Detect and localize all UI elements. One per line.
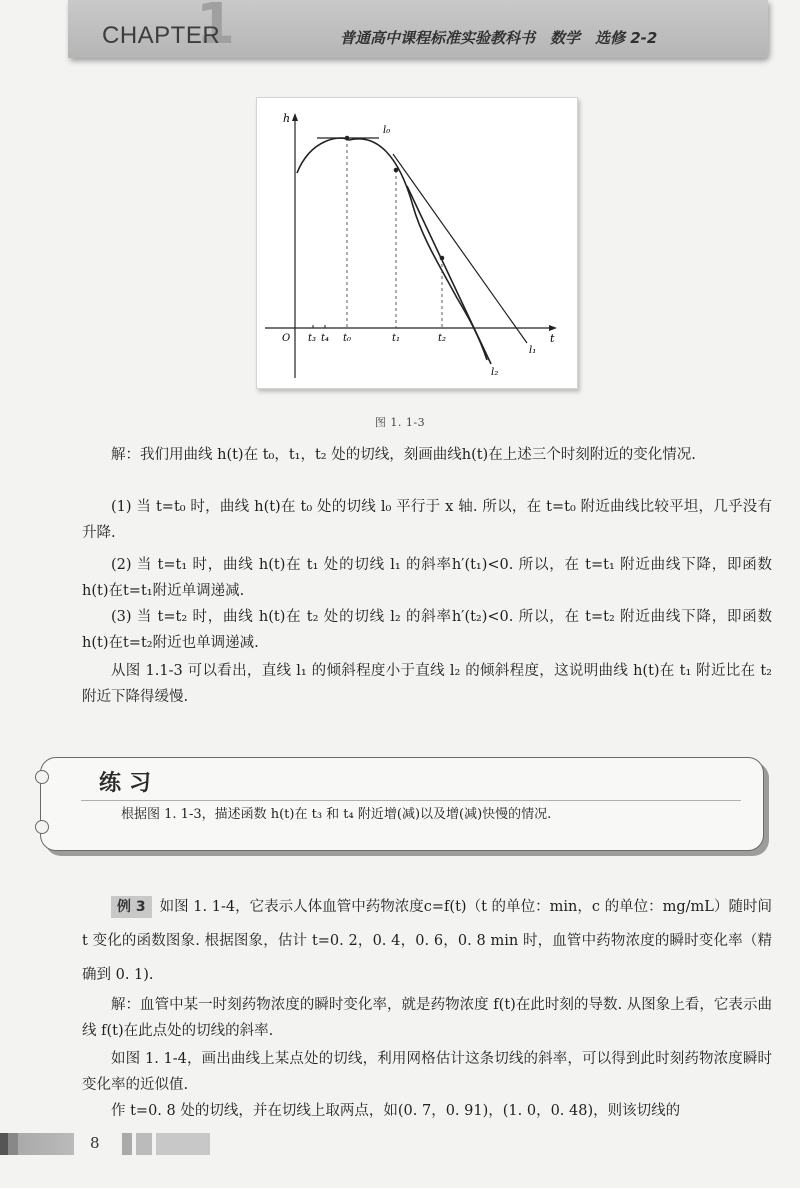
footer-decoration-left	[0, 1133, 74, 1155]
solution-case-1: (1) 当 t=t₀ 时，曲线 h(t)在 t₀ 处的切线 l₀ 平行于 x 轴. 所以，在 t=t₀ 附近曲线比较平坦，几乎没有升降.	[82, 499, 772, 541]
point-t1	[394, 168, 399, 173]
tangent-diagram	[257, 98, 577, 388]
page-number: 8	[90, 1134, 100, 1152]
exercise-box	[40, 757, 764, 851]
solution-intro: 解：我们用曲线 h(t)在 t₀，t₁，t₂ 处的切线，刻画曲线h(t)在上述三个时刻附近的变化情况.	[111, 447, 696, 463]
chapter-word: CHAPTER	[102, 22, 221, 49]
label-h: h	[283, 112, 291, 125]
exercise-title: 练习	[99, 771, 160, 796]
point-t2	[440, 256, 445, 261]
exercise-text: 根据图 1. 1-3，描述函数 h(t)在 t₃ 和 t₄ 附近增(减)以及增(减)快慢的情况.	[121, 807, 552, 822]
solution-conclusion: 从图 1.1-3 可以看出，直线 l₁ 的倾斜程度小于直线 l₂ 的倾斜程度，这说明曲线 h(t)在 t₁ 附近比在 t₂ 附近下降得缓慢.	[82, 663, 772, 705]
label-t0: t₀	[343, 333, 352, 344]
page-header	[68, 0, 768, 58]
tangent-l1	[393, 154, 527, 343]
example-3-statement	[82, 890, 772, 992]
example-3-solution-3: 作 t=0. 8 处的切线，并在切线上取两点，如(0. 7，0. 91)，(1. 0，0. 48)，则该切线的	[111, 1103, 681, 1119]
label-o: O	[282, 333, 291, 344]
example-3-solution-2: 如图 1. 1-4，画出曲线上某点处的切线，利用网格估计这条切线的斜率，可以得到此时刻药物浓度瞬时变化率的近似值.	[82, 1051, 772, 1093]
label-t1: t₁	[392, 333, 401, 344]
label-t2: t₂	[438, 333, 447, 344]
example-3-solution-1: 解：血管中某一时刻药物浓度的瞬时变化率，就是药物浓度 f(t)在此时刻的导数. 从图象上看，它表示曲线 f(t)在此点处的切线的斜率.	[82, 997, 772, 1039]
example-3-text: 如图 1. 1-4，它表示人体血管中药物浓度c=f(t)（t 的单位：min，c 的单位：mg/mL）随时间 t 变化的函数图象. 根据图象，估计 t=0. 2，0. 4，0. 6，0. 8 min 时，血管中药物浓度的瞬时变化率（精确到 0. 1).	[82, 899, 772, 983]
solution-case-3: (3) 当 t=t₂ 时，曲线 h(t)在 t₂ 处的切线 l₂ 的斜率h′(t₂)<0. 所以，在 t=t₂ 附近曲线下降，即函数 h(t)在t=t₂附近也单调递减.	[82, 609, 772, 651]
point-t0	[345, 136, 350, 141]
t-axis-arrow	[549, 325, 557, 331]
label-t: t	[550, 332, 555, 345]
figure-caption: 图 1. 1-3	[374, 416, 426, 429]
binder-ring-top	[35, 770, 49, 784]
h-axis-arrow	[292, 113, 298, 121]
figure-1-1-3	[256, 97, 578, 389]
label-l2: l₂	[491, 367, 499, 378]
book-title: 普通高中课程标准实验教科书 数学 选修 2-2	[340, 29, 658, 47]
exercise-divider	[81, 800, 741, 801]
solution-case-2: (2) 当 t=t₁ 时，曲线 h(t)在 t₁ 处的切线 l₁ 的斜率h′(t₁)<0. 所以，在 t=t₁ 附近曲线下降，即函数 h(t)在t=t₁附近单调递减.	[82, 557, 772, 599]
example-3-badge: 例 3	[111, 896, 152, 918]
label-l0: l₀	[383, 125, 391, 136]
binder-ring-bottom	[35, 820, 49, 834]
chapter-number: 1	[196, 0, 235, 57]
label-l1: l₁	[529, 345, 537, 356]
label-t3: t₃	[308, 333, 317, 344]
footer-decoration-right	[122, 1133, 210, 1155]
label-t4: t₄	[321, 333, 330, 344]
